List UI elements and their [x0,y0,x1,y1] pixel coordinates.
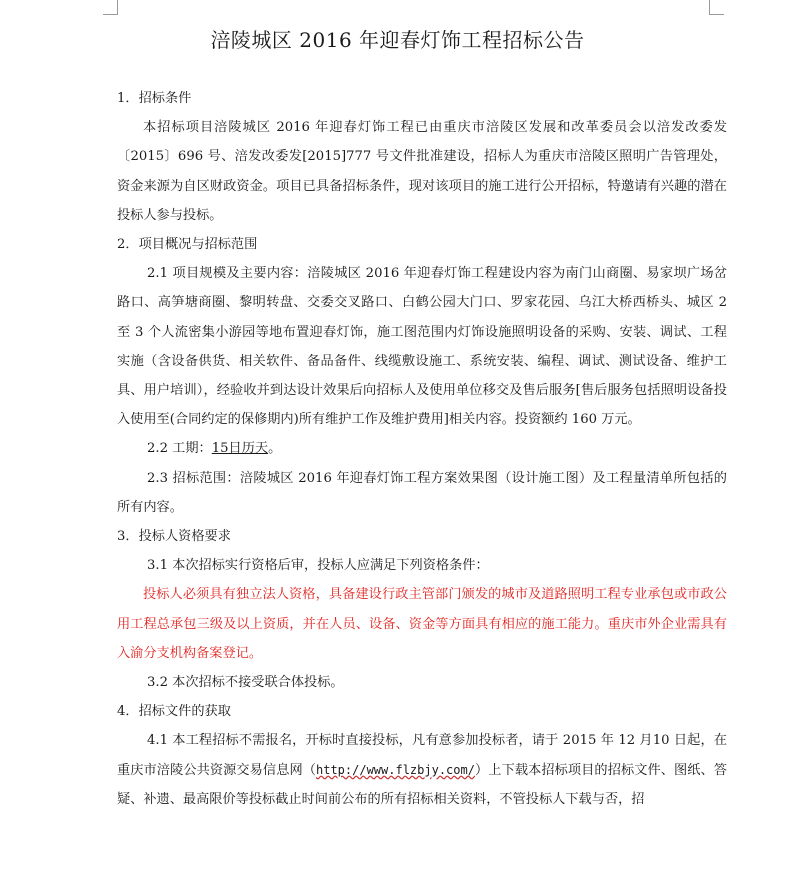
section-2-1-paragraph: 2.1 项目规模及主要内容：涪陵城区 2016 年迎春灯饰工程建设内容为南门山商圈、易家坝广场岔路口、高笋塘商圈、黎明转盘、交委交叉路口、白鹤公园大门口、罗家花园、乌江大桥西桥头、城区 2 至 3 个人流密集小游园等地布置迎春灯饰，施工图范围内灯饰设施照明设备的采购、安装、调试、工程实施（含设备供货、相关软件、备品备件、线缆敷设施工、系统安装、编程、调试、测试设备、维护工具、用户培训），经验收并到达设计效果后向招标人及使用单位移交及售后服务[售后服务包括照明设备投入使用至(合同约定的保修期内)所有维护工作及维护费用]相关内容。投资额约 160 万元。 [117,266,727,428]
margin-marker-left [103,0,118,15]
section-4-1-paragraph [117,726,727,814]
margin-marker-right [709,0,724,15]
section-2-2-paragraph [117,434,727,463]
section-4-1-text-b: ）上下载本招标项目的招标文件、图纸、答疑、补遗、最高限价等投标截止时间前公布的所有招标相关资料，不管投标人下载与否，招 [117,762,728,807]
document-body [117,84,727,814]
section-2-heading: 2．项目概况与招标范围 [117,237,258,253]
section-1-paragraph: 本招标项目涪陵城区 2016 年迎春灯饰工程已由重庆市涪陵区发展和改革委员会以涪发改委发〔2015〕696 号、涪发改委发[2015]777 号文件批准建设，招标人为重庆市涪陵区照明广告管理处，资金来源为自区财政资金。项目已具备招标条件，现对该项目的施工进行公开招标，特邀请有兴趣的潜在投标人参与投标。 [117,120,727,223]
section-4-1-text-a: 4.1 本工程招标不需报名，开标时直接投标，凡有意参加投标者，请于 2015 年 12 月10 日起，在重庆市涪陵公共资源交易信息网（ [117,733,727,778]
duration-suffix: 。 [268,441,282,457]
duration-label: 2.2 工期： [147,441,212,457]
qualification-requirements-red: 投标人必须具有独立法人资格，具备建设行政主管部门颁发的城市及道路照明工程专业承包或市政公用工程总承包三级及以上资质，并在人员、设备、资金等方面具有相应的施工能力。重庆市外企业需具有入渝分支机构备案登记。 [117,587,727,661]
section-3-1-paragraph: 3.1 本次招标实行资格后审，投标人应满足下列资格条件： [147,558,489,574]
section-4-heading: 4．招标文件的获取 [117,704,231,720]
section-1-heading: 1．招标条件 [117,91,192,106]
section-3-heading: 3．投标人资格要求 [117,529,231,545]
section-3-2-paragraph: 3.2 本次招标不接受联合体投标。 [147,675,344,691]
duration-value: 15日历天 [211,441,269,457]
section-2-3-paragraph: 2.3 招标范围：涪陵城区 2016 年迎春灯饰工程方案效果图（设计施工图）及工程量清单所包括的所有内容。 [117,470,727,515]
website-link[interactable]: http://www.flzbjy.com/ [316,762,475,777]
document-title: 涪陵城区 2016 年迎春灯饰工程招标公告 [210,28,585,52]
